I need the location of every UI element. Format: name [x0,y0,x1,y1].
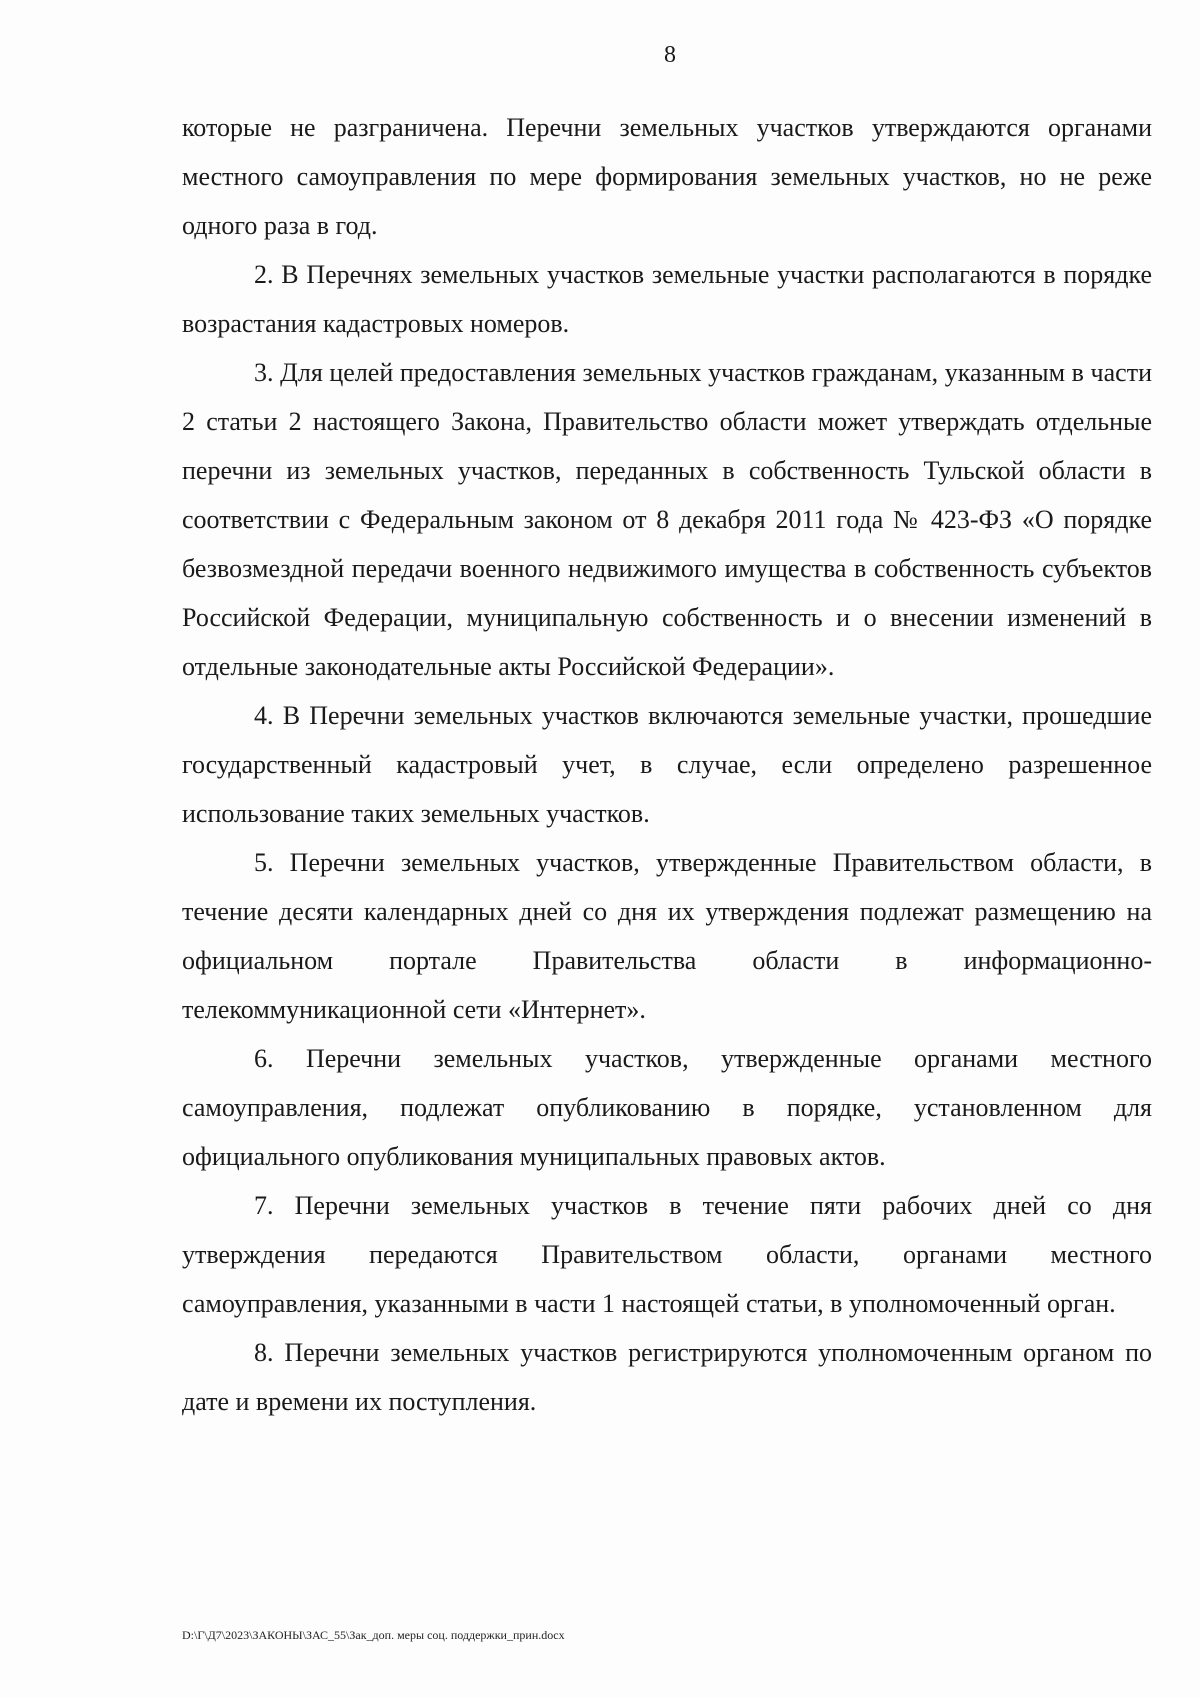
paragraph-6: 6. Перечни земельных участков, утвержденные органами местного самоуправления, подлежат опубликованию в порядке, установленном для официального опубликования муниципальных правовых актов. [182,1044,1152,1171]
paragraph-8: 8. Перечни земельных участков регистрируются уполномоченным органом по дате и времени их поступления. [182,1338,1152,1416]
paragraph-4: 4. В Перечни земельных участков включаются земельные участки, прошедшие государственный кадастровый учет, в случае, если определено разрешенное использование таких земельных участков. [182,701,1152,828]
paragraph-3: 3. Для целей предоставления земельных участков гражданам, указанным в части 2 статьи 2 настоящего Закона, Правительство области может утверждать отдельные перечни из земельных участков, переданных в собственность Тульской области в соответствии с Федеральным законом от 8 декабря 2011 года № 423-ФЗ «О порядке безвозмездной передачи военного недвижимого имущества в собственность субъектов Российской Федерации, муниципальную собственность и о внесении изменений в отдельные законодательные акты Российской Федерации». [182,358,1152,681]
paragraph-2: 2. В Перечнях земельных участков земельные участки располагаются в порядке возрастания кадастровых номеров. [182,260,1152,338]
paragraph-continuation: которые не разграничена. Перечни земельных участков утверждаются органами местного самоуправления по мере формирования земельных участков, но не реже одного раза в год. [182,113,1152,240]
paragraph-7: 7. Перечни земельных участков в течение пяти рабочих дней со дня утверждения передаются Правительством области, органами местного самоуправления, указанными в части 1 настоящей статьи, в уполномоченный орган. [182,1191,1152,1318]
document-body [182,103,1152,1426]
page-number: 8 [664,42,676,68]
footer-file-path: D:\Г\Д7\2023\ЗАКОНЫ\ЗАС_55\Зак_доп. меры соц. поддержки_прин.docx [182,1628,565,1642]
paragraph-5: 5. Перечни земельных участков, утвержденные Правительством области, в течение десяти календарных дней со дня их утверждения подлежат размещению на официальном портале Правительства области в информационно-телекоммуникационной сети «Интернет». [182,848,1152,1024]
